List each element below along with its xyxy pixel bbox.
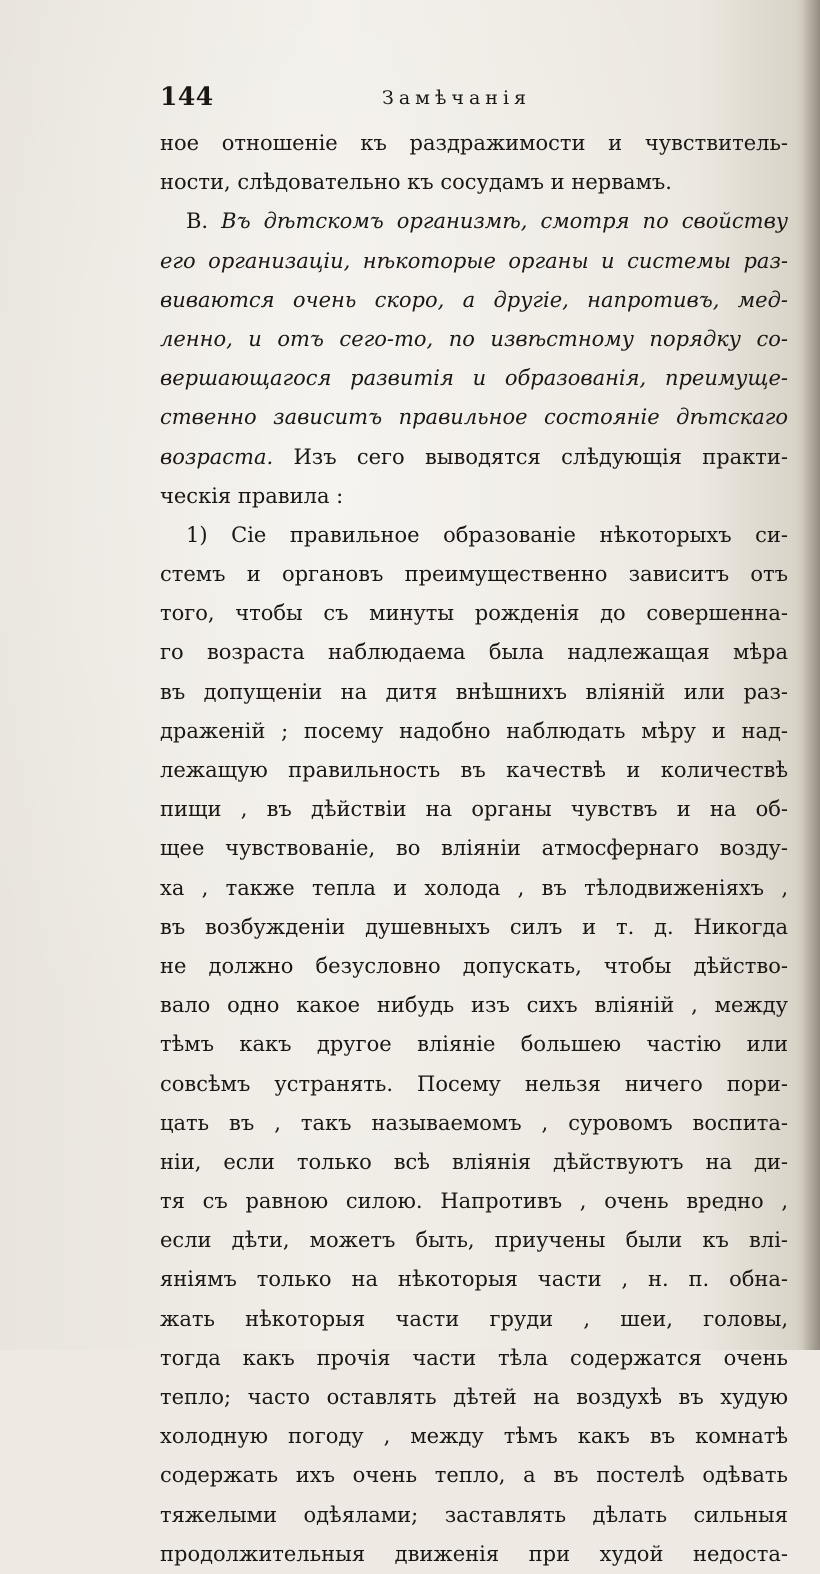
text-line: въ допущеніи на дитя внѣшнихъ вліяній или раз-	[160, 679, 788, 704]
text-line: ленно, и отъ сего-то, по извѣстному порядку со-	[160, 326, 788, 351]
text-line: продолжительныя движенія при худой недоста-	[160, 1541, 788, 1566]
text-line: въ возбужденіи душевныхъ силъ и т. д. Никогда	[160, 914, 788, 939]
text-line: 1) Сіе правильное образованіе нѣкоторыхъ си-	[186, 522, 788, 547]
text-line: ческія правила :	[160, 483, 344, 508]
text-line: тяжелыми одѣялами; заставлять дѣлать сильныя	[160, 1502, 788, 1527]
regular-phrase: Изъ сего выводятся слѣдующія практи-	[293, 444, 788, 469]
text-line: лежащую правильность въ качествѣ и количествѣ	[160, 758, 788, 782]
text-line: тѣмъ какъ другое вліяніе большею частію или	[160, 1032, 788, 1057]
text-line: стемъ и органовъ преимущественно зависитъ отъ	[160, 562, 788, 587]
text-line: тогда какъ прочія части тѣла содержатся очень	[160, 1345, 788, 1370]
text-line-mixed	[160, 438, 788, 477]
text-line: вало одно какое нибудь изъ сихъ вліяній , между	[160, 993, 788, 1018]
text-line: если дѣти, можетъ быть, приучены были къ влі-	[160, 1228, 788, 1253]
text-line: виваются очень скоро, а другіе, напротивъ, мед-	[160, 287, 788, 312]
text-line: холодную погоду , между тѣмъ какъ въ комнатѣ	[160, 1424, 788, 1449]
text-line: содержать ихъ очень тепло, а въ постелѣ одѣвать	[160, 1463, 788, 1488]
body-text	[160, 124, 788, 1574]
page-header	[160, 82, 788, 122]
text-line: ніи, если только всѣ вліянія дѣйствуютъ на ди-	[160, 1149, 788, 1174]
italic-phrase: Въ дѣтскомъ организмѣ, смотря по свойству	[221, 209, 788, 234]
text-line: совсѣмъ устранять. Посему нельзя ничего пори-	[160, 1071, 788, 1096]
text-line: цать въ , такъ называемомъ , суровомъ воспита-	[160, 1110, 788, 1135]
text-line: того, чтобы съ минуты рожденія до совершенна-	[160, 601, 788, 626]
text-line: вершающагося развитія и образованія, преимуще-	[160, 366, 788, 391]
text-line: ное отношеніе къ раздражимости и чувствитель-	[160, 131, 788, 155]
text-line-section-b	[160, 202, 788, 241]
text-line: тя съ равною силою. Напротивъ , очень вредно ,	[160, 1189, 788, 1214]
running-head: Замѣчанія	[382, 87, 532, 109]
text-line: пищи , въ дѣйствіи на органы чувствъ и на об-	[160, 797, 788, 822]
text-line: ственно зависитъ правильное состояніе дѣтскаго	[160, 405, 788, 430]
text-line: его организаціи, нѣкоторые органы и системы раз-	[160, 248, 788, 273]
page-number: 144	[160, 82, 214, 111]
text-line: ности, слѣдовательно къ сосудамъ и нервамъ.	[160, 170, 672, 195]
italic-phrase: возраста.	[160, 444, 274, 469]
text-line: драженій ; посему надобно наблюдать мѣру и над-	[160, 718, 788, 743]
text-line: ха , также тепла и холода , въ тѣлодвиженіяхъ ,	[160, 875, 788, 900]
text-line: не должно безусловно допускать, чтобы дѣйство-	[160, 953, 788, 978]
section-label: В.	[186, 209, 209, 234]
text-line: го возраста наблюдаема была надлежащая мѣра	[160, 640, 788, 665]
text-line: щее чувствованіе, во вліяніи атмосфернаго возду-	[160, 836, 788, 861]
page-edge-shadow	[802, 0, 820, 1350]
text-line: жать нѣкоторыя части груди , шеи, головы,	[160, 1306, 788, 1331]
text-line: тепло; часто оставлять дѣтей на воздухѣ въ худую	[160, 1385, 788, 1409]
text-line: яніямъ только на нѣкоторыя части , н. п. обна-	[160, 1267, 788, 1292]
